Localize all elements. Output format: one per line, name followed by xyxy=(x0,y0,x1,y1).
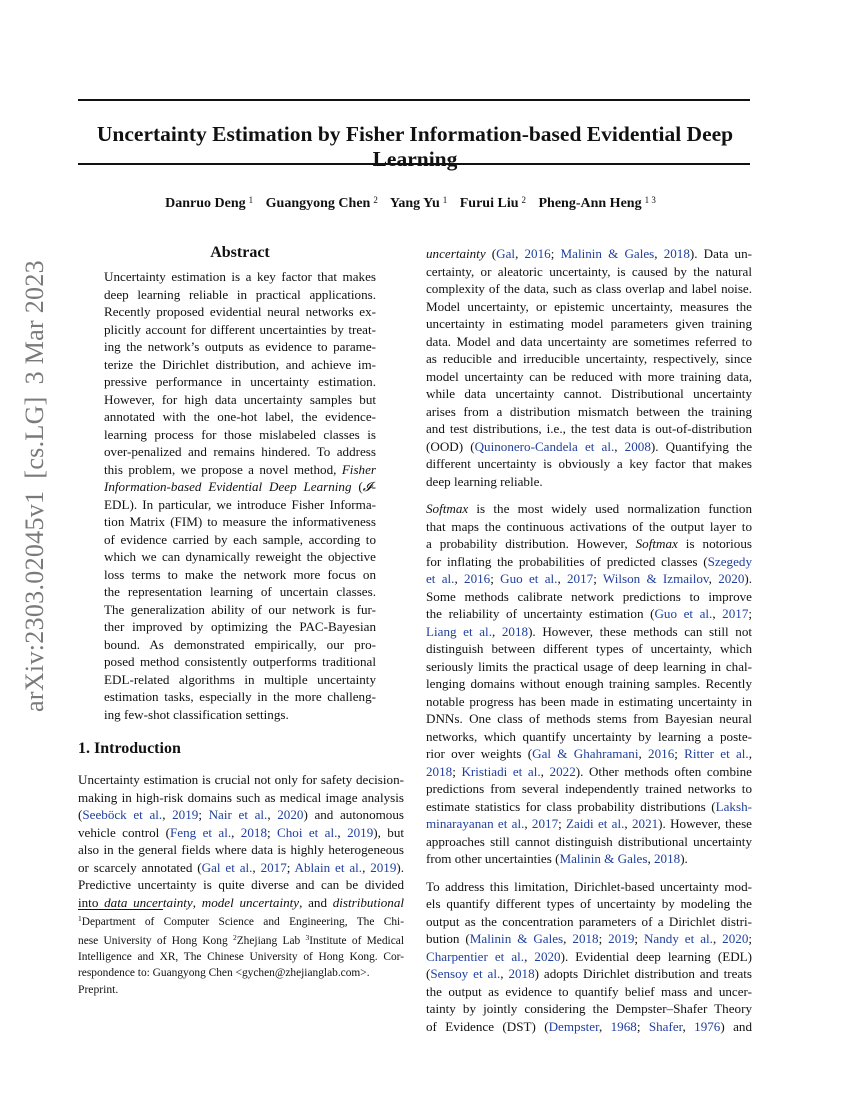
intro-line: (Seeböck et al., 2019; Nair et al., 2020) and autonomous xyxy=(78,807,405,822)
body-line: (Sensoy et al., 2018) adopts Dirichlet distribution and treats xyxy=(426,966,752,981)
citation-link[interactable]: 2019 xyxy=(608,931,635,946)
footnote-line: nese University of Hong Kong $^2$Zhejiang Lab $^3$Institute of Medical xyxy=(78,933,404,947)
body-line: complexity of the data, such as class overlap and label noise. xyxy=(426,281,752,296)
intro-line: making in high-risk domains such as medical image analysis xyxy=(78,789,404,805)
body-line: estimate statistics for class probability distributions (Laksh- xyxy=(426,798,752,814)
body-line: Softmax is the most widely used normalization function xyxy=(426,501,752,516)
citation-link[interactable]: Kristiadi et al. xyxy=(461,763,541,779)
citation-link[interactable]: 2018 xyxy=(663,246,690,261)
abstract-line: Uncertainty estimation is a key factor that makes xyxy=(104,269,376,284)
abstract-line: The generalization ability of our network is fur- xyxy=(104,601,376,617)
body-line: distinguish between different types of uncertainty, which xyxy=(426,641,752,656)
citation-link[interactable]: Feng et al. xyxy=(170,824,232,840)
body-line: as reducible and irreducible uncertainty, respectively, since xyxy=(426,351,752,366)
body-line: approaches still cannot distinguish distributional uncertainty xyxy=(426,833,752,849)
abstract-line: bound. As demonstrated empirically, our pro- xyxy=(104,636,376,652)
abstract-line: Information-based Evidential Deep Learning (𝓘- xyxy=(104,479,376,494)
citation-link[interactable]: Wilson & Izmailov xyxy=(602,571,709,586)
introduction-heading: 1. Introduction xyxy=(78,740,181,757)
footnote-rule xyxy=(78,909,163,910)
preprint-note: Preprint. xyxy=(78,983,119,996)
intro-line: or scarcely annotated (Gal et al., 2017; Ablain et al., 2019). xyxy=(78,859,405,875)
body-line: Charpentier et al., 2020). Evidential deep learning (EDL) xyxy=(426,948,753,964)
author: Danruo Deng $^1$ xyxy=(165,195,254,211)
arxiv-category: [cs.LG] xyxy=(20,396,49,479)
citation-link[interactable]: 2017 xyxy=(722,606,749,621)
body-line: els quantify different types of uncertainty by modeling the xyxy=(426,896,752,911)
citation-link[interactable]: Gal et al. xyxy=(201,859,253,875)
citation-link[interactable]: 1968 xyxy=(610,1018,637,1034)
citation-link[interactable]: Charpentier et al. xyxy=(426,948,525,964)
author: Yang Yu $^1$ xyxy=(389,195,448,211)
citation-link[interactable]: 2016 xyxy=(648,746,675,761)
citation-link[interactable]: Nandy et al. xyxy=(643,931,713,946)
abstract-line: pressive performance in uncertainty estimation. xyxy=(104,374,376,389)
body-line: Model uncertainty, or epistemic uncertainty, measures the xyxy=(426,298,752,314)
abstract-line: terize the Dirichlet distribution, and achieve im- xyxy=(104,356,376,372)
body-line: different uncertainty is obviously a key factor that makes xyxy=(426,456,752,471)
body-line: of Evidence (DST) (Dempster, 1968; Shafer, 1976) and xyxy=(426,1018,752,1034)
citation-link[interactable]: 2022 xyxy=(549,763,576,779)
abstract-line: ther improved by optimizing the PAC-Bayesian xyxy=(104,619,376,634)
body-line: DNNs. One class of methods stems from Bayesian neural xyxy=(426,711,752,726)
intro-line: into data uncertainty, model uncertainty, and distributional xyxy=(78,894,405,910)
citation-link[interactable]: 2017 xyxy=(260,859,287,875)
citation-link[interactable]: 2020 xyxy=(277,807,304,822)
citation-link[interactable]: 2018 xyxy=(426,763,453,779)
body-line: Some methods calibrate network predictions to improve xyxy=(426,588,752,604)
abstract-line: EDL-related algorithms in multiple uncertainty xyxy=(104,671,376,687)
citation-link[interactable]: 2018 xyxy=(240,824,267,840)
author: Furui Liu $^2$ xyxy=(459,195,526,211)
arxiv-identifier-stamp xyxy=(20,248,50,712)
footnote-line: Intelligence and XR, The Chinese University of Hong Kong. Cor- xyxy=(78,951,404,963)
citation-link[interactable]: 2018 xyxy=(501,623,529,639)
body-line: notable progress has been made in estimating uncertainty in xyxy=(426,693,752,709)
arxiv-date: 3 Mar 2023 xyxy=(20,260,49,385)
citation-link[interactable]: 2019 xyxy=(347,824,374,840)
body-line: deep learning reliable. xyxy=(426,473,543,489)
citation-link[interactable]: 2019 xyxy=(172,807,199,822)
body-line: output as the concentration parameters of a Dirichlet distri- xyxy=(426,913,752,929)
body-line: (OOD) (Quinonero-Candela et al., 2008). Quantifying the xyxy=(426,438,753,454)
citation-link[interactable]: et al. xyxy=(426,571,455,586)
intro-line: also in the general fields where data is highly heterogeneous xyxy=(78,842,404,857)
citation-link[interactable]: 2017 xyxy=(531,816,559,831)
body-line: from other uncertainties (Malinin & Gales, 2018). xyxy=(426,851,688,866)
abstract-line: which we can dynamically reweight the objective xyxy=(104,549,376,564)
citation-link[interactable]: 1976 xyxy=(694,1018,721,1034)
citation-link[interactable]: Zaidi et al. xyxy=(566,816,625,831)
abstract-line: loss terms to make the network more focus on xyxy=(104,566,376,582)
affiliation-footnote xyxy=(78,911,404,981)
citation-link[interactable]: Choi et al. xyxy=(277,824,338,840)
paragraph xyxy=(426,878,752,1036)
abstract-line: Recently proposed evidential neural networks ex- xyxy=(104,304,376,319)
citation-link[interactable]: Gal xyxy=(496,246,516,261)
abstract-line: EDL). In particular, we introduce Fisher Informa- xyxy=(104,496,376,512)
body-line: uncertainty (Gal, 2016; Malinin & Gales, 2018). Data un- xyxy=(426,246,753,261)
citation-link[interactable]: 2018 xyxy=(572,931,599,946)
body-line: minarayanan et al., 2017; Zaidi et al., 2021). However, these xyxy=(426,816,752,831)
abstract-line: posed method consistently outperforms traditional xyxy=(104,654,376,669)
body-line: data. Model and data uncertainty are sometimes referred to xyxy=(426,333,752,349)
abstract-line: of evidence carried by each sample, according to xyxy=(104,531,376,547)
citation-link[interactable]: Quinonero-Candela et al. xyxy=(474,438,615,454)
paper-title: Uncertainty Estimation by Fisher Information-based Evidential Deep Learning xyxy=(96,122,734,171)
body-line: the output as evidence to quantify belief mass and uncer- xyxy=(426,983,752,999)
paragraph xyxy=(426,500,752,868)
abstract-body xyxy=(104,268,376,723)
footnote-line: respondence to: Guangyong Chen <gychen@zhejianglab.com>. xyxy=(78,967,370,979)
citation-link[interactable]: Malinin & Gales xyxy=(560,246,655,261)
citation-link[interactable]: 2017 xyxy=(567,571,594,586)
abstract-line: over-penalized and remains hindered. To address xyxy=(104,444,376,459)
body-line: bution (Malinin & Gales, 2018; 2019; Nandy et al., 2020; xyxy=(426,931,752,946)
citation-link[interactable]: minarayanan et al. xyxy=(426,816,525,831)
abstract-line: However, for high data uncertainty samples but xyxy=(104,391,376,407)
citation-link[interactable]: Ablain et al. xyxy=(294,859,363,875)
abstract-line: annotated with the one-hot label, the evidence- xyxy=(104,409,376,424)
body-line: predictions from several independently trained networks to xyxy=(426,781,752,796)
citation-link[interactable]: 2020 xyxy=(534,948,561,964)
author-list xyxy=(60,195,770,212)
body-line: that maps the continuous activations of the output layer to xyxy=(426,518,752,534)
citation-link[interactable]: 2016 xyxy=(464,571,491,586)
body-line: for inflating the probabilities of predicted classes (Szegedy xyxy=(426,553,752,569)
abstract-line: ing few-shot classification settings. xyxy=(104,706,289,722)
body-line: the reliability of uncertainty estimation (Guo et al., 2017; xyxy=(426,606,752,621)
citation-link[interactable]: Liang et al. xyxy=(426,623,492,639)
citation-link[interactable]: Shafer xyxy=(648,1018,683,1034)
citation-link[interactable]: Seeböck et al. xyxy=(82,807,163,822)
bottom-title-rule xyxy=(78,163,750,165)
intro-line: Uncertainty estimation is crucial not only for safety decision- xyxy=(78,772,404,787)
arxiv-id: arXiv:2303.02045v1 xyxy=(20,490,49,712)
paragraph xyxy=(426,245,752,490)
author: Pheng-Ann Heng $^{1 3}$ xyxy=(538,195,656,211)
body-line: certainty, or aleatoric uncertainty, is caused by the natural xyxy=(426,263,752,279)
body-line: model uncertainty can be reduced with more training data, xyxy=(426,368,752,384)
abstract-line: estimation tasks, especially in the more challeng- xyxy=(104,689,376,704)
citation-link[interactable]: 2021 xyxy=(631,816,659,831)
abstract-line: the representation learning of uncertain classes. xyxy=(104,584,376,599)
intro-line: vehicle control (Feng et al., 2018; Choi et al., 2019), but xyxy=(78,824,405,840)
citation-link[interactable]: 2020 xyxy=(722,931,749,946)
abstract-line: tion Matrix (FIM) to measure the informativeness xyxy=(104,514,376,529)
body-line: et al., 2016; Guo et al., 2017; Wilson & Izmailov, 2020). xyxy=(426,571,753,586)
body-line: uncertainty in estimating model parameters given training xyxy=(426,316,752,331)
abstract-line: plicitly account for different uncertainties by treat- xyxy=(104,321,376,337)
citation-link[interactable]: 2018 xyxy=(508,966,535,981)
body-line: while data uncertainty cannot. Distributional uncertainty xyxy=(426,386,752,401)
body-line: lenging domains without enough training samples. Recently xyxy=(426,676,752,691)
citation-link[interactable]: 2020 xyxy=(718,571,745,586)
citation-link[interactable]: Guo et al. xyxy=(500,571,558,586)
body-line: rior over weights (Gal & Ghahramani, 2016; Ritter et al., xyxy=(426,746,752,761)
body-line: arises from a distribution mismatch between the training xyxy=(426,403,752,419)
top-title-rule xyxy=(78,99,750,101)
author: Guangyong Chen $^2$ xyxy=(265,195,378,211)
abstract-line: deep learning reliable in practical applications. xyxy=(104,286,376,302)
body-line: networks, which quantify uncertainty by learning a poste- xyxy=(426,728,752,744)
abstract-line: ing the network’s outputs as evidence to parame- xyxy=(104,339,376,354)
citation-link[interactable]: 2018 xyxy=(654,851,681,866)
body-line: seriously limits the practical usage of deep learning in chal- xyxy=(426,658,752,674)
citation-link[interactable]: Gal & Ghahramani xyxy=(532,746,639,761)
introduction-body xyxy=(78,771,404,911)
body-line: Liang et al., 2018). However, these methods can still not xyxy=(426,623,753,639)
citation-link[interactable]: Malinin & Gales xyxy=(559,851,648,866)
citation-link[interactable]: Laksh- xyxy=(715,798,752,814)
body-line: tainty by jointly considering the Dempster–Shafer Theory xyxy=(426,1001,752,1016)
citation-link[interactable]: 2016 xyxy=(524,246,551,261)
abstract-line: this problem, we propose a novel method, Fisher xyxy=(104,461,376,477)
citation-link[interactable]: Ritter et al. xyxy=(684,746,749,761)
right-column-body xyxy=(426,245,752,1035)
citation-link[interactable]: Dempster xyxy=(548,1018,599,1034)
citation-link[interactable]: Nair et al. xyxy=(208,807,268,822)
abstract-line: learning process for those mislabeled classes is xyxy=(104,426,376,442)
body-line: 2018; Kristiadi et al., 2022). Other methods often combine xyxy=(426,763,752,779)
body-line: a probability distribution. However, Softmax is notorious xyxy=(426,536,752,551)
citation-link[interactable]: Szegedy xyxy=(707,553,752,569)
footnote-line: $^1$Department of Computer Science and Engineering, The Chi- xyxy=(78,914,404,928)
citation-link[interactable]: Malinin & Gales xyxy=(469,931,564,946)
citation-link[interactable]: Sensoy et al. xyxy=(430,966,501,981)
citation-link[interactable]: Guo et al. xyxy=(654,606,713,621)
body-line: To address this limitation, Dirichlet-based uncertainty mod- xyxy=(426,878,752,894)
body-line: and test distributions, i.e., the test data is out-of-distribution xyxy=(426,421,752,436)
abstract-heading: Abstract xyxy=(210,244,270,261)
citation-link[interactable]: 2008 xyxy=(624,438,651,454)
citation-link[interactable]: 2019 xyxy=(370,859,397,875)
intro-line: Predictive uncertainty is quite diverse and can be divided xyxy=(78,877,404,892)
